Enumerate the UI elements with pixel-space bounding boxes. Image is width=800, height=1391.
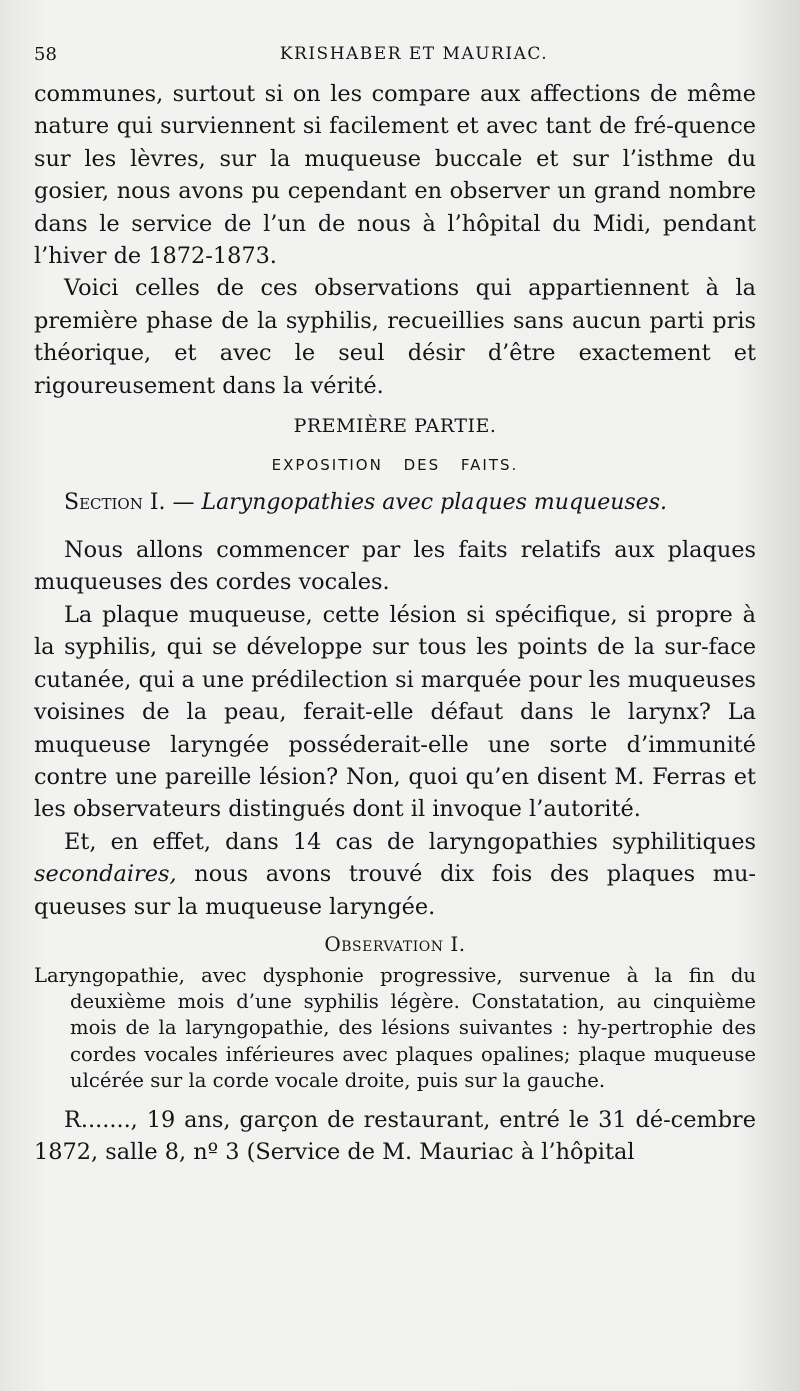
page-body [34,78,756,1169]
paragraph-3: Nous allons commencer par les faits relatifs aux plaques muqueuses des cordes vocales. [34,537,756,596]
paragraph-2: Voici celles de ces observations qui appartiennent à la première phase de la syphilis, recueillies sans aucun parti pris théorique, et avec le seul désir d’être exactement et rigoureusement dans la vérité. [34,275,756,399]
paragraph-5-start: Et, en effet, dans 14 cas de laryngopathies syphilitiques [64,828,756,855]
part-title: PREMIÈRE PARTIE. [293,415,497,438]
observation-title: Observation I. [324,931,466,956]
page-header [34,44,774,70]
section-heading [64,486,756,520]
case-text: R......., 19 ans, garçon de restaurant, entré le 31 dé-cembre 1872, salle 8, nº 3 (Service de M. Mauriac à l’hôpital [34,1106,756,1166]
observation-summary: Laryngopathie, avec dysphonie progressive, survenue à la fin du deuxième mois d’une syphilis légère. Constatation, au cinquième mois de la laryngopathie, des lésions suivantes : hy-pertrophie des cordes vocales inférieures avec plaques opalines; plaque muqueuse ulcérée sur la corde vocale droite, puis sur la gauche. [34,963,756,1092]
section-label: Section I. — [64,490,195,516]
page-number: 58 [34,44,57,65]
case-text-block [34,1104,756,1169]
running-title: KRISHABER ET MAURIAC. [279,44,549,64]
paragraph-4: La plaque muqueuse, cette lésion si spécifique, si propre à la syphilis, qui se développe sur tous les points de la sur-face cutanée, qui a une prédilection si marquée pour les muqueuses voisines de la peau, ferait-elle défaut dans le larynx? La muqueuse laryngée posséderait-elle une sorte d’immunité contre une pareille lésion? Non, quoi qu’en disent M. Ferras et les observateurs distingués dont il invoque l’autorité. [34,601,756,823]
part-subtitle: EXPOSITION DES FAITS. [271,456,519,475]
paragraph-1: communes, surtout si on les compare aux affections de même nature qui surviennent si facilement et avec tant de fré-quence sur les lèvres, sur la muqueuse buccale et sur l’isthme du gosier, nous avons pu cependant en observer un grand nombre dans le service de l’un de nous à l’hôpital du Midi, pendant l’hiver de 1872-1873. [34,81,756,270]
section-title: Laryngopathies avec plaques muqueuses. [201,490,667,516]
paragraph-5-emphasis: secondaires, [34,861,177,888]
paragraph-5 [34,826,756,923]
paragraph-5-end: nous avons trouvé dix fois des plaques mu-queuses sur la muqueuse laryngée. [34,861,756,920]
